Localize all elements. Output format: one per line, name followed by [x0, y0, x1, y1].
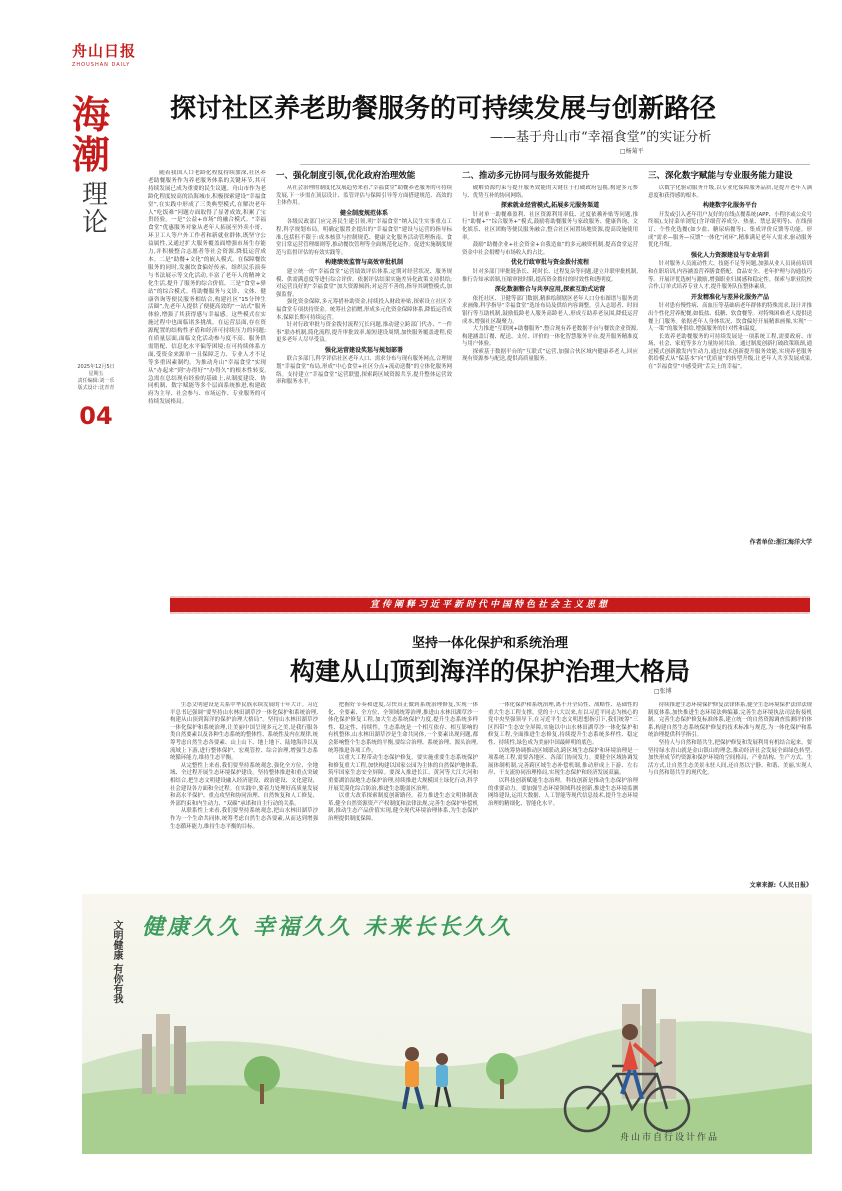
paragraph: 从联系性上来看,我们要坚持系统观念,把山水林田湖草沙作为一个生命共同体,统筹考虑自然生态各要素,从而达到增强生态循环能力,维持生态平衡的目标。 [170, 808, 318, 830]
paragraph: 以科技创新赋能生态治理。科技创新是推动生态保护治理的重要动力。要加强生态环境领域科技创新,推进生态环境监测网络建设,运用大数据、人工智能等现代信息技术,提升生态环境治理的精细化、智能化水平。 [488, 777, 638, 807]
subheading: 健全制度规范体系 [339, 209, 388, 217]
theme-banner: 宣传阐释习近平新时代中国特色社会主义思想 [170, 598, 810, 612]
article1-lead [148, 170, 266, 552]
article2-source: 文章来源:《人民日报》 [749, 882, 812, 889]
subheading: 构建数字化服务平台 [702, 202, 757, 210]
paragraph: 建立统一的“幸福食堂”运营绩效评估体系,定期对经营状况、服务规模、供需满意度等进行综合评价。依据评估结果实施差异化政策支持供给;对运营良好的“幸福食堂”加大资源倾斜;对运营不善的,指导其调整模式,加强监督。 [276, 268, 452, 298]
page-number: 04 [79, 402, 113, 430]
paragraph: 强化资金保障,多元筹措补助资金,持续投入财政补贴,探索设立社区幸福食堂专项扶持资金。统筹社会捐赠,形成多元化资金保障体系,降低运营成本,保障长期可持续运营。 [276, 299, 452, 321]
building-shape [142, 1034, 152, 1094]
building-shape [174, 1026, 186, 1094]
paragraph: 依托社区、卫健等部门数据,精准绘制辖区老年人口分布图谱与服务需求画像,科学指导“幸福食堂”选址布局及供给内容调整。引入志愿者、时间银行等互助机制,鼓励低龄老人服务高龄老人,形成互助养老氛围,降低运营成本,增强社区凝聚力。 [462, 295, 638, 325]
subheading: 构建绩效监管与高效审批机制 [324, 259, 403, 267]
paragraph: 针对行政审批与资金拨付流程冗长问题,推动建立跨部门代办、“一件事”联办机制,简化流程,提升审批效率,缩短建设周期,加快服务覆盖进程,使更多老年人尽早受益。 [276, 322, 452, 344]
paragraph: 把握好节奏和进度,尽快真正做到系统治理修复,实现一体化、全要素、全方位、全领域统筹治理,推进山水林田湖草沙一体化保护修复工程,加大生态系统保护力度,提升生态系统多样性、稳定性、持续性。生态系统是一个相互依存、相互影响的有机整体,山水林田湖草沙是生命共同体,一个要素出现问题,都会影响整个生态系统的平衡,要综合治理、系统治理、源头治理,统筹推进各项工作。 [328, 702, 478, 754]
issue-date: 2025年12月5日 [77, 364, 115, 370]
section-name-char2: 潮 [72, 132, 111, 177]
article1-title: 探讨社区养老助餐服务的可持续发展与创新路径 [170, 94, 717, 124]
section-name-char1: 海 [72, 92, 111, 137]
subheading: 强化运营建设奖惩与规划部署 [324, 346, 403, 354]
paragraph: 以统筹协调推动区域联动,跨区域生态保护和环境治理是一项系统工程,需要各地区、各部门协同发力。要健全区域协调发展体制机制,完善跨区域生态补偿机制,推动形成上下游、左右岸、干支流协同治理格局,实现生态保护和经济发展双赢。 [488, 747, 638, 777]
masthead-en: ZHOUSHAN DAILY [72, 62, 131, 68]
masthead-logo: 舟山日报 [72, 42, 137, 60]
article1-author: □杨菊平 [620, 148, 644, 155]
paragraph: 针对多部门审批链条长、耗时长、过程复杂等问题,建立并联审批机制,推行告知承诺制,压缩审批时限,提高资金拨付的时效性和透明度。 [462, 268, 638, 283]
building-shape [642, 989, 656, 1099]
paragraph: 联合多部门,科学评估社区老年人口、需求分布与现有服务网点,合理规划“幸福食堂”布局,形成“中心食堂+社区分点+流动送餐”的立体化服务网络。支持建立“幸福食堂”运营联盟,探索跨区域资源共享,提升整体运营效率和服务水平。 [276, 356, 452, 386]
section2-heading: 二、推动多元协同与服务效能提升 [462, 171, 590, 181]
article1-author-info: 作者单位:浙江海洋大学 [749, 539, 812, 546]
article1-column-2 [462, 170, 638, 554]
lead-text: 随着我国人口老龄化程度持续加深,社区养老助餐服务作为养老服务体系的关键环节,其可持续发展已成为重要的民生议题。舟山市作为老龄化程度较高的沿海城市,积极探索建设“幸福食堂”,在实践中形成了三类典型模式,在解决老年人“吃饭难”问题方面取得了显著成效,积累了宝贵经验。一是“公益+市场”的融合模式。“幸福食堂”优惠服务对象从老年人拓展至外卖小哥、环卫工人等户外工作者和新就业群体,既坚守公益属性,又通过扩大服务覆盖面增强市场生存能力,并积极整合志愿者等社会资源,降低运营成本。二是“助餐+文化”的嵌入模式。在保障餐饮服务的同时,发掘饮食偏好传承、组织民乐演奏与书法展示等文化活动,丰富了老年人的精神文化生活,提升了服务的综合价值。三是“食堂+驿站”的综合模式。将助餐服务与义诊、文体、健康咨询等便民服务相结合,构建社区“15分钟生活圈”,先老年人提供了便捷高效的“一站式”服务体验,增强了其获得感与幸福感。这些模式在实施过程中也面临诸多挑战。在运营层面,存在资源配置的结构性矛盾和经济可持续压力的问题;在质量层面,面临文化活动参与度不高、服务供需错配、信息化水平偏等困境;在可持续体系方面,受资金来源单一且保障乏力、专业人才不足等多重因素制约。为推动舟山“幸福食堂”实现从“办起来”到“办得好”“办得久”的根本性转变,急需在总结现有经验的基础上,从制度建设、协同机制、数字赋能等多个层面系统推进,构建政府为主导、社会参与、市场运作、专业服务的可持续发展格局。 [148, 170, 266, 406]
tree-trunk [500, 1079, 504, 1099]
paragraph: 从社会治理的制度化发展趋势来看,“幸福食堂”助餐养老服务的可持续发展,下一步需在顶层设计、监管评估与保障引导等方面搭建规范、高效的主体作用。 [276, 185, 452, 207]
paragraph: 针对单一助餐难盈利、社区资源利用率低、过度依赖补贴等问题,推行“助餐+”“综合服务+”模式,鼓励将助餐服务与家政服务、健康咨询、文化娱乐、社区团购等便民服务融合,整合社区闲置场地资源,提高设施使用率。 [462, 211, 638, 241]
divider [300, 164, 810, 165]
subheading: 优化行政审批与资金拨付流程 [510, 259, 589, 267]
paragraph: 针对患有慢性病、高血压等基础病老年群体的特殊需求,设计并推出个性化营养配餐,如低盐、低糖、软食餐等。对特殊困难老人提供送餐上门服务。依据老年人身体状况、饮食偏好开展精准画像,实现“一人一策”的服务供给,增强服务的针对性和温度。 [648, 303, 812, 333]
article2-column-3 [488, 702, 638, 888]
tree-trunk [260, 1084, 264, 1104]
paragraph: 针对服务人员流动性大、技能不足等问题,加强从业人员岗前培训和在职培训,内容涵盖营养膳食搭配、食品安全、老年护理与沟通技巧等。开展评优选树与激励,增强职业归属感和稳定性。探索与职业院校合作,订单式培养专业人才,提升服务队伍整体素质。 [648, 261, 812, 291]
article2-column-4 [648, 702, 812, 888]
section1-heading: 一、强化制度引领,优化政府治理效能 [276, 171, 416, 181]
section-sub-char1: 理 [82, 180, 109, 210]
paragraph: 破解资源约束与提升服务效能的关键在于打破政府包揽,构建多元参与、优势互补的协同网络。 [462, 185, 638, 199]
paragraph: 各级民政部门应完善民生建引领,明“幸福食堂”纳入民生实事重点工程,科学规划布局。明确定服置企提出的“幸福食堂”建设与运营的指导标准,包括但不限于:成本核算与控制规范、健康文化服务活动管理指南、食堂日常运营管理细则等,推动餐饮管理等全面规范化运作。促进实施制度规范与监督评估的有效实践等。 [276, 219, 452, 256]
article2-subtitle: 坚持一体化保护和系统治理 [411, 636, 568, 651]
paragraph: 大力推进“互联网+助餐服务”,整合现有养老数据平台与餐饮企业资源,构建涵盖订餐、配送、支付、评价的一体化智慧服务平台,提升服务精准度与用户体验。 [462, 326, 638, 348]
article2-author: □张博 [654, 688, 672, 695]
article2-title: 构建从山顶到海洋的保护治理大格局 [289, 657, 690, 686]
article2-column-2 [328, 702, 478, 888]
paragraph: 以重大工程带动生态保护修复。要实施重要生态系统保护和修复重大工程,加快构建以国家公园为主体的自然保护地体系,筑牢国家生态安全屏障。要深入推进长江、黄河等大江大河和重要湖泊湿地生态保护治理,持续推进大规模国土绿化行动,科学开展荒漠化综合防治,推进生态脆弱区治理。 [328, 755, 478, 792]
editor-credit: 责任编辑:刘一乐 [77, 378, 115, 384]
paragraph: 以数字化驱动服务升级,以专业化保障服务品质,是提升老年人满意度和获得感的根本。 [648, 185, 812, 199]
proof-credit: 版式设计:沈青青 [77, 385, 115, 391]
section-sub-char2: 论 [82, 208, 109, 238]
paragraph: 长效养老助餐服务的可持续发展是一项系统工程,需要政府、市场、社会、家庭等多方力量协同共治。通过制度创新打破政策瓶颈,通过模式创新激发内生动力,通过技术创新提升服务效能,实现养老服务供给模式从“保基本”向“优质量”的转型升级,让老年人共享发展成果,在“幸福食堂”中感受到“舌尖上的幸福”。 [648, 333, 812, 371]
illustration-vertical-text: 文明健康 有你有我 [111, 920, 122, 1004]
illustration-slogan: 健康久久 幸福久久 未来长长久久 [142, 915, 514, 940]
article1-column-3 [648, 170, 812, 554]
paragraph: 开发或引入老年用户友好的在线点餐系统(APP、小程序或公众号终端),支持菜单浏览(含详细营养成分、热量、禁忌说明等)、在线预订、个性化选餐(如少盐、糖尿病餐等)、集成评价反馈等功能。形成“需求—服务—反馈”一体化“闭环”,精准满足老年人需求,驱动服务优化升级。 [648, 211, 812, 249]
subheading: 开发精准化与差异化服务产品 [690, 293, 769, 301]
illustration-caption: 舟山市自行设计作品 [620, 1133, 720, 1143]
article1-column-1 [276, 170, 452, 554]
paragraph: 生态文明建设是关系中华民族永续发展的千年大计。习近平总书记强调“要坚持山水林田湖草沙一体化保护和系统治理,构建从山顶到海洋的保护治理大格局”。坚持山水林田湖草沙一体化保护和系统治理,让美丽中国呈现多元之美,是我行服各类自然要素以及各种生态系统的整体性、系统性及内在规律,统筹考虑自然生态各要素、山上山下、地上地下、陆地海洋以及流域上下游,进行整体保护、宏观管控、综合治理,增强生态系统循环能力,维持生态平衡。 [170, 702, 318, 762]
issue-weekday: 星期五 [88, 371, 104, 377]
paragraph: 持续推进生态环境保护修复法律体系,健全生态环境保护法律法规制度体系,加快推进生态环境法典编纂,完善生态环境执法司法衔接机制。完善生态保护修复标准体系,建立统一的自然资源调查监测评价体系,构建自然生态系统保护修复的技术标准与规范,为一体化保护和系统治理提供科学指引。 [648, 702, 812, 739]
subheading: 探索就业经营模式,拓展多元服务渠道 [500, 202, 600, 210]
subheading: 深化数据整合与共享应用,探索互助式运营 [494, 286, 606, 294]
article1-subtitle: ——基于舟山市“幸福食堂”的实证分析 [490, 130, 712, 145]
paragraph: 鼓励“助餐企业+社会资金+自我造血”的多元融资机制,提高食堂运营资金中社会捐赠与市场收入的占比。 [462, 242, 638, 256]
article2-column-1 [170, 702, 318, 888]
paragraph: 探索基于数据平台的“互联式”运营,加强合伙区域内健康养老人,回应现有资源参与配送,提供高质量服务。 [462, 348, 638, 363]
building-shape [156, 1014, 170, 1094]
paragraph: 以重大改革探索制度创新路径。着力推进生态文明体制改革,健全自然资源资产产权制度和法律法规,完善生态保护补偿机制,推动生态产品价值实现,健全现代环境治理体系,为生态保护治理提供制度保障。 [328, 793, 478, 822]
paragraph: 从完整性上来看,我们要坚持系统观念,强化全方位、全地域、全过程开展生态环境保护建设。坚持整体推进和重点突破相结合,把生态文明建设融入经济建设、政治建设、文化建设、社会建设各方面和全过程。在实践中,要着力处理好高质量发展和高水平保护、重点攻坚和协同治理、自然恢复和人工修复、外部约束和内生动力、“双碳”承诺和自主行动的关系。 [170, 762, 318, 807]
paragraph: 坚持人与自然和谐共生,把保护修复和发展利用有机结合起来。要坚持绿水青山就是金山银山的理念,推动经济社会发展全面绿色转型,加快形成节约资源和保护环境的空间格局、产业结构、生产方式、生活方式,让自然生态美景永驻人间,还自然以宁静、和谐、美丽,实现人与自然和谐共生的现代化。 [648, 739, 812, 777]
section3-heading: 三、深化数字赋能与专业服务能力建设 [648, 171, 793, 181]
subheading: 强化人力资源建设与专业培训 [690, 251, 769, 259]
paragraph: 一体化保护和系统治理,离不开全局性、战略性、基础性的重大生态工程支撑。党的十八大以来,在以习近平同志为核心的党中央坚强领导下,在习近平生态文明思想指引下,我们统筹“三区四带”生态安全屏障,实施以中山水林田湖草沙一体化保护和修复工程,全面推进生态修复,持续提升生态系统多样性、稳定性、持续性,绿色成为美丽中国最鲜明的底色。 [488, 702, 638, 746]
